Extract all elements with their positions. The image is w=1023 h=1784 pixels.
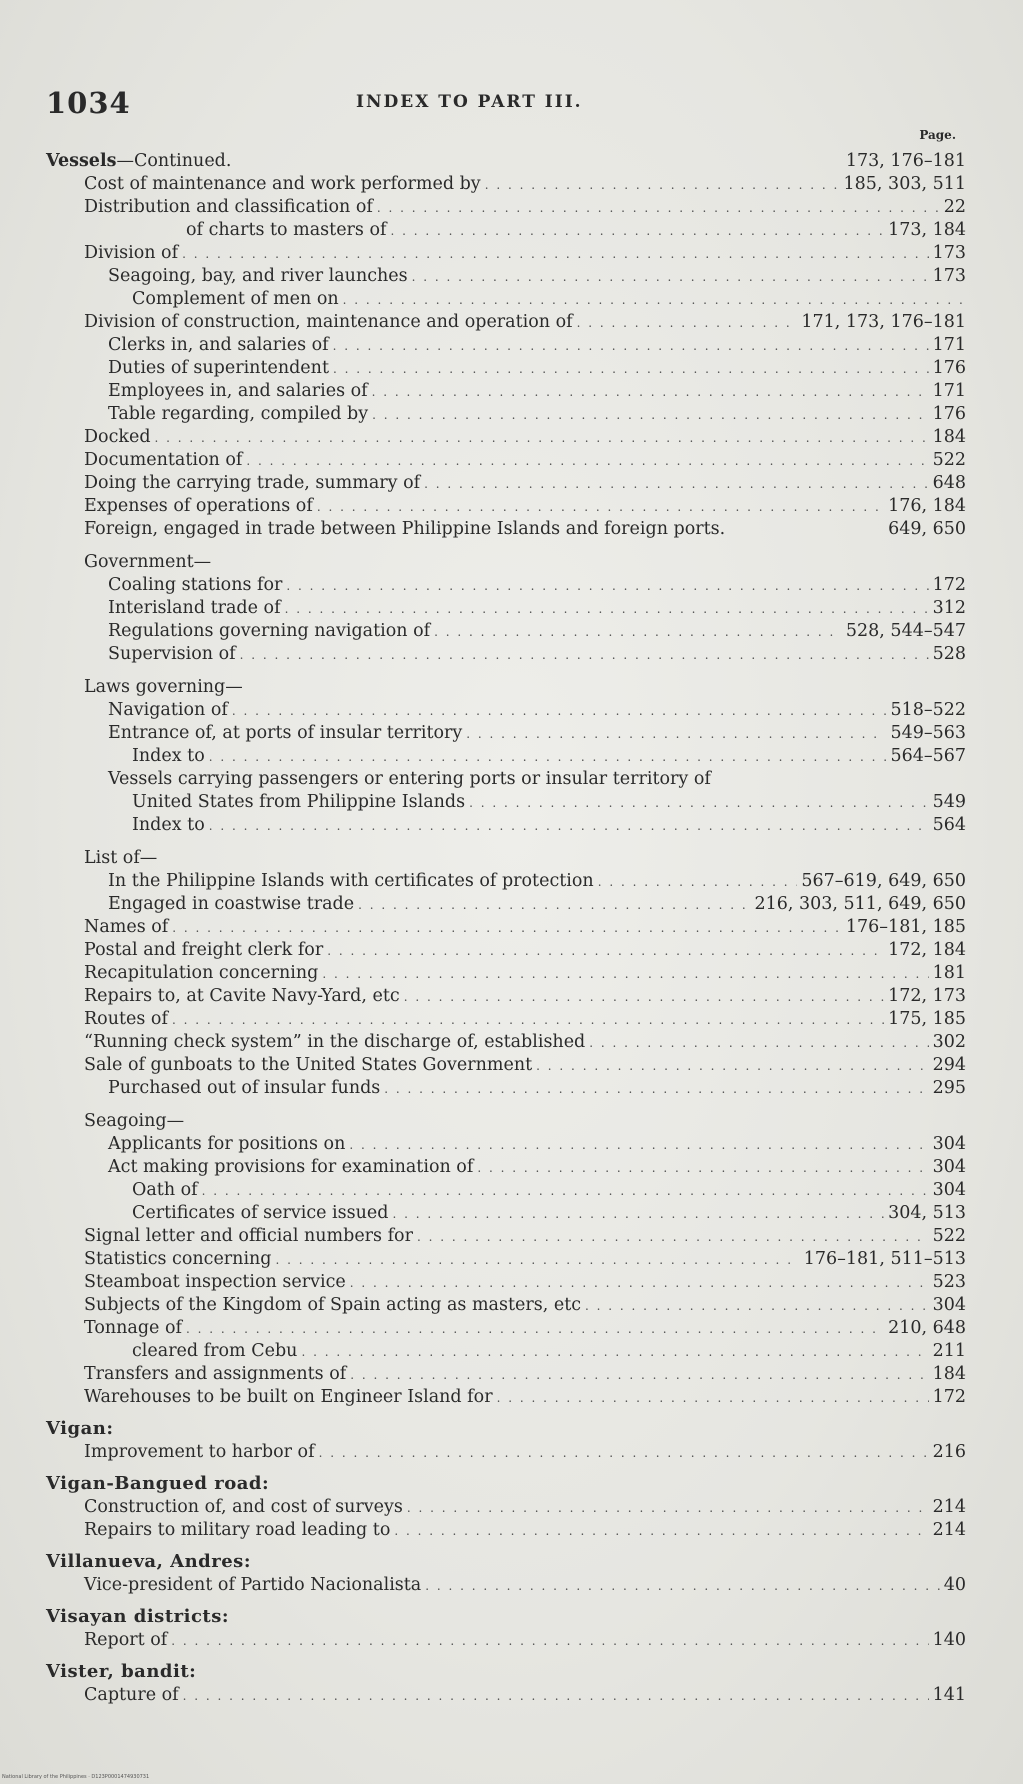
entry-pages: 567–619, 649, 650 [801,871,966,891]
dot-leader [372,381,929,404]
dot-leader [172,917,842,940]
dot-leader [358,894,750,917]
dot-leader [434,621,842,644]
index-heading: Visayan districts: [46,1606,230,1627]
index-entry [46,1225,966,1248]
dot-leader [350,1272,929,1295]
entry-pages: 304, 513 [888,1203,966,1223]
entry-pages: 211 [932,1341,966,1361]
entry-label: Documentation of [84,450,243,470]
index-entry [46,791,966,814]
dot-leader [209,746,887,769]
dot-leader [394,1520,928,1543]
dot-leader [182,243,929,266]
index-entry [46,597,966,620]
dot-leader [577,312,798,335]
entry-pages: 172 [932,1387,966,1407]
index-entry [46,1496,966,1519]
dot-leader [536,1055,928,1078]
entry-pages: 523 [932,1272,966,1292]
dot-leader [317,496,884,519]
page-header [46,86,976,142]
entry-label: Employees in, and salaries of [108,381,368,401]
index-entry [46,242,966,265]
page-number: 1034 [46,86,131,120]
entry-label: of charts to masters of [186,220,387,240]
index-entry [46,1110,966,1133]
entry-pages: 522 [932,450,966,470]
entry-pages: 22 [943,197,966,217]
dot-leader [209,815,929,838]
entry-label: Recapitulation concerning [84,963,319,983]
index-entry [46,699,966,722]
entry-label: Repairs to military road leading to [84,1520,391,1540]
dot-leader [425,1575,939,1598]
section-gap [46,541,966,551]
entry-label: Names of [84,917,169,937]
entry-label: Construction of, and cost of surveys [84,1497,403,1517]
dot-leader [392,1203,884,1226]
index-entry [46,472,966,495]
entry-pages: 185, 303, 511 [843,174,966,194]
entry-label: United States from Philippine Islands [132,792,466,812]
entry-label: cleared from Cebu [132,1341,298,1361]
dot-leader [202,1180,929,1203]
entry-label: Tonnage of [84,1318,182,1338]
dot-leader [285,598,929,621]
dot-leader [240,644,929,667]
entry-label: Capture of [84,1685,179,1705]
entry-pages: 216 [932,1442,966,1462]
index-entry [46,722,966,745]
index-entry [46,1629,966,1652]
entry-label: Complement of men on [132,289,339,309]
entry-label: Improvement to harbor of [84,1442,315,1462]
index-entry [46,1031,966,1054]
index-entry [46,150,966,173]
entry-pages: 518–522 [890,700,966,720]
entry-label: Seagoing— [84,1111,185,1131]
entry-label: Regulations governing navigation of [108,621,431,641]
dot-leader [171,1630,928,1653]
entry-label: Vessels—Continued. [46,151,232,171]
index-entry [46,1294,966,1317]
entry-label: Warehouses to be built on Engineer Island for [84,1387,493,1407]
entry-pages: 214 [932,1520,966,1540]
index-entry [46,870,966,893]
entry-pages: 295 [932,1078,966,1098]
entry-label: Vice-president of Partido Nacionalista [84,1575,422,1595]
entry-label: Index to [132,815,205,835]
entry-pages: 173, 176–181 [845,151,966,171]
index-entry [46,1363,966,1386]
entry-label: Coaling stations for [108,575,283,595]
dot-leader [276,1249,800,1272]
index-entry [46,1054,966,1077]
dot-leader [301,1341,928,1364]
entry-pages: 564–567 [890,746,966,766]
entry-pages: 176, 184 [888,496,966,516]
entry-label: Interisland trade of [108,598,281,618]
entry-label: Division of [84,243,179,263]
index-entry [46,173,966,196]
dot-leader [424,473,928,496]
entry-pages: 40 [943,1575,966,1595]
entry-pages: 184 [932,1364,966,1384]
dot-leader [469,792,928,815]
entry-pages: 173, 184 [888,220,966,240]
dot-leader [412,266,929,289]
index-entry [46,518,966,541]
dot-leader [377,197,940,220]
dot-leader [407,1497,929,1520]
section-gap [46,666,966,676]
running-title: INDEX TO PART III. [356,92,583,112]
entry-pages: 172, 173 [888,986,966,1006]
index-entry [46,1133,966,1156]
index-heading: Vigan: [46,1418,114,1439]
entry-label: Distribution and classification of [84,197,373,217]
entry-pages: 171 [932,335,966,355]
entry-label: Entrance of, at ports of insular territory [108,723,463,743]
index-entry [46,643,966,666]
index-entry [46,676,966,699]
index-entry [46,449,966,472]
section-gap [46,1100,966,1110]
index-list [46,150,966,1707]
entry-label: Sale of gunboats to the United States Government [84,1055,533,1075]
dot-leader [286,575,928,598]
entry-label: Certificates of service issued [132,1203,389,1223]
entry-label: Clerks in, and salaries of [108,335,329,355]
entry-pages: 294 [932,1055,966,1075]
index-entry [46,939,966,962]
section-gap [46,837,966,847]
index-entry [46,893,966,916]
entry-pages: 171, 173, 176–181 [801,312,966,332]
dot-leader [497,1387,929,1410]
index-entry [46,334,966,357]
index-entry [46,1179,966,1202]
entry-label: Laws governing— [84,677,243,697]
index-entry [46,814,966,837]
index-entry [46,288,966,311]
entry-label: “Running check system” in the discharge of, established [84,1032,586,1052]
entry-label: Subjects of the Kingdom of Spain acting as masters, etc [84,1295,582,1315]
entry-label: Cost of maintenance and work performed by [84,174,481,194]
entry-pages: 528, 544–547 [845,621,966,641]
index-entry [46,265,966,288]
dot-leader [246,450,928,473]
entry-pages: 172, 184 [888,940,966,960]
dot-leader [322,963,928,986]
index-entry [46,1156,966,1179]
index-entry [46,196,966,219]
entry-pages: 176–181, 185 [845,917,966,937]
entry-pages: 172 [932,575,966,595]
entry-pages: 649, 650 [888,519,966,539]
index-entry [46,357,966,380]
entry-label: Transfers and assignments of [84,1364,347,1384]
dot-leader [327,940,884,963]
entry-label: Purchased out of insular funds [108,1078,381,1098]
index-entry [46,1008,966,1031]
entry-label: Repairs to, at Cavite Navy-Yard, etc [84,986,400,1006]
index-entry [46,768,966,791]
entry-label: Act making provisions for examination of [108,1157,474,1177]
entry-label: Duties of superintendent [108,358,329,378]
entry-label: List of— [84,848,158,868]
entry-pages: 176–181, 511–513 [803,1249,966,1269]
entry-pages: 175, 185 [888,1009,966,1029]
index-entry [46,1317,966,1340]
entry-label: Table regarding, compiled by [108,404,369,424]
entry-pages: 528 [932,644,966,664]
index-entry [46,1202,966,1225]
entry-pages: 140 [932,1630,966,1650]
index-heading: Vister, bandit: [46,1661,197,1682]
entry-pages: 302 [932,1032,966,1052]
index-entry [46,574,966,597]
entry-label: Supervision of [108,644,236,664]
entry-label: In the Philippine Islands with certificates of protection [108,871,594,891]
entry-label: Routes of [84,1009,168,1029]
index-entry [46,1519,966,1542]
page-column-label: Page. [919,128,956,142]
index-heading: Vigan-Bangued road: [46,1473,270,1494]
dot-leader [585,1295,929,1318]
index-entry [46,1386,966,1409]
entry-label: Docked [84,427,151,447]
index-entry [46,1684,966,1707]
entry-pages: 522 [932,1226,966,1246]
index-entry [46,495,966,518]
index-entry [46,745,966,768]
entry-pages: 181 [932,963,966,983]
entry-label: Division of construction, maintenance and operation of [84,312,573,332]
entry-pages: 312 [932,598,966,618]
entry-label: Oath of [132,1180,198,1200]
dot-leader [404,986,884,1009]
entry-pages: 210, 648 [888,1318,966,1338]
entry-pages: 173 [932,266,966,286]
dot-leader [589,1032,928,1055]
index-entry [46,620,966,643]
entry-pages: 304 [932,1157,966,1177]
entry-pages: 648 [932,473,966,493]
index-entry [46,1077,966,1100]
dot-leader [319,1442,929,1465]
dot-leader [417,1226,929,1249]
dot-leader [155,427,929,450]
entry-label: Government— [84,552,212,572]
index-entry [46,1248,966,1271]
dot-leader [384,1078,928,1101]
entry-label: Doing the carrying trade, summary of [84,473,421,493]
dot-leader [333,358,929,381]
index-entry [46,551,966,574]
dot-leader [186,1318,884,1341]
entry-pages: 214 [932,1497,966,1517]
index-entry [46,1271,966,1294]
dot-leader [372,404,928,427]
entry-pages: 141 [932,1685,966,1705]
dot-leader [466,723,886,746]
entry-label: Signal letter and official numbers for [84,1226,413,1246]
index-entry [46,311,966,334]
entry-label: Seagoing, bay, and river launches [108,266,408,286]
entry-label: Statistics concerning [84,1249,272,1269]
entry-pages: 304 [932,1295,966,1315]
dot-leader [172,1009,884,1032]
index-entry [46,916,966,939]
entry-label: Vessels carrying passengers or entering ports or insular territory of [108,769,711,789]
dot-leader [390,220,884,243]
index-entry [46,962,966,985]
index-entry [46,1340,966,1363]
entry-pages: 564 [932,815,966,835]
dot-leader [598,871,798,894]
index-entry [46,847,966,870]
index-entry [46,403,966,426]
index-entry [46,380,966,403]
entry-label: Engaged in coastwise trade [108,894,355,914]
dot-leader [350,1364,928,1387]
index-entry [46,1574,966,1597]
entry-pages: 184 [932,427,966,447]
dot-leader [232,700,887,723]
entry-pages: 171 [932,381,966,401]
index-heading: Villanueva, Andres: [46,1551,251,1572]
dot-leader [349,1134,928,1157]
entry-pages: 176 [932,358,966,378]
index-entry [46,219,966,242]
entry-label: Index to [132,746,205,766]
entry-pages: 304 [932,1134,966,1154]
entry-pages: 176 [932,404,966,424]
entry-pages: 216, 303, 511, 649, 650 [754,894,966,914]
dot-leader [183,1685,929,1708]
entry-label: Foreign, engaged in trade between Philippine Islands and foreign ports. [84,519,726,539]
dot-leader [477,1157,928,1180]
entry-pages: 173 [932,243,966,263]
entry-pages: 304 [932,1180,966,1200]
index-entry [46,426,966,449]
entry-label: Postal and freight clerk for [84,940,324,960]
footer-credit: National Library of the Philippines · D123P0001474930731 [2,1774,150,1780]
entry-pages: 549 [932,792,966,812]
entry-label: Expenses of operations of [84,496,313,516]
dot-leader [333,335,929,358]
dot-leader [485,174,840,197]
index-entry [46,1441,966,1464]
entry-label: Report of [84,1630,168,1650]
entry-label: Navigation of [108,700,228,720]
entry-pages: 549–563 [890,723,966,743]
index-entry [46,985,966,1008]
entry-label: Applicants for positions on [108,1134,346,1154]
entry-label: Steamboat inspection service [84,1272,346,1292]
dot-leader [343,289,962,312]
